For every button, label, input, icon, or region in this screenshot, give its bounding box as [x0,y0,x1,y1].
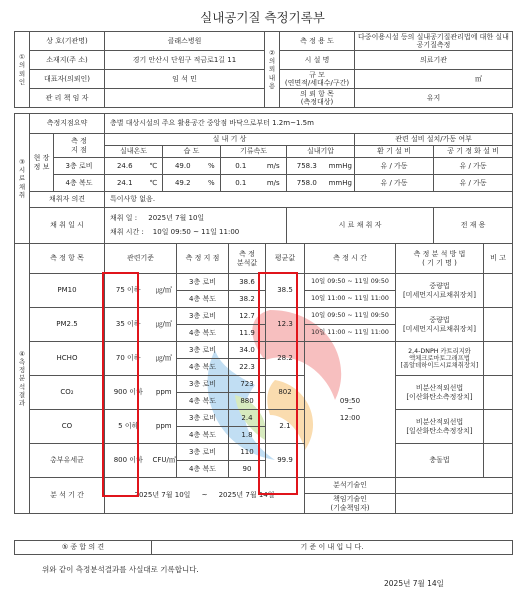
item-std: 70 이하 [105,342,152,376]
section-5-value: 기 준 이 내 입 니 다. [152,541,513,555]
item-unit: ㎍/㎥ [152,308,177,342]
manager-value [105,89,265,108]
section-4-label: ④ 측 정 분 석 결 과 [15,244,30,514]
temp-label: 실내온도 [105,146,163,158]
footer-date: 2025년 7월 14일 [384,579,444,588]
item-name: CO₂ [30,376,105,410]
weather-row: 3층 로비 24.6 ℃ 49.0 % 0.1 m/s 758.3 mmHg 유 / 가동 유 / 가동 [15,158,513,175]
item-avg: 28.2 [266,342,305,376]
item-name: PM10 [30,274,105,308]
footer-statement: 위와 같이 측정분석결과를 사실대로 기록합니다. [42,565,199,574]
results-table: ④ 측 정 분 석 결 과 측 정 항 목 관련기준 측 정 지 점 측 정 분석값 평균값 측 정 시 간 측 정 분 석 방 법 ( 기 기 명 ) 비 고 PM10 75 이하 ㎍/㎥ 3층 로비 38.6 38.5 10일 09:50 ~ 11일 09:50 중량법 [미세먼지시료채취장치] 4층 복도 38.2 10일 11:00 ~ 11일 11:00 PM2.5 35 이하 ㎍/㎥ 3층 로비 12.7 12.3 10일 09:50 ~ 11일 09:50 중량법 [미세먼지시료채취장치] 4층 복도 11.9 10일 11:00 ~ 11일 11:00 HCHO 70 이하 ㎍/㎥ 3층 로비 34.0 28.2 09:50 ~ 12:00 2,4-DNPH 카트리지와 액체크로마토그래프법 [폼알데하이드시료채취장치] 4층 복도 22.3 CO₂ 900 이하 ppm 3층 로비 723 802 비분산적외선법 [이산화탄소측정장치] 4층 복도 880 CO 5 이하 ppm 3층 로비 2.4 2.1 비분산적외선법 [일산화탄소측정장치] 4층 복도 1.8 총부유세균 800 이하 CFU/㎥ 3층 로비 110 99.9 충돌법 4층 복도 90 분 석 기 간 2025년 7월 10일 ~ 2025년 7월 14일 분석기술인 책임기술인 (기술책임자) [14,243,513,514]
h-avg: 평균값 [266,244,305,274]
collector-value: 전 재 용 [434,208,513,244]
item-name: HCHO [30,342,105,376]
item-name: PM2.5 [30,308,105,342]
h-std: 관련기준 [105,244,177,274]
h-item: 측 정 항 목 [30,244,105,274]
summary-opinion-table [14,540,513,555]
summary-label: 측정지점요약 [30,114,105,134]
rep-label: 대표자(의뢰인) [30,70,105,89]
press-label: 실내기압 [287,146,355,158]
item-std: 5 이하 [105,410,152,444]
item-unit: ㎍/㎥ [152,342,177,376]
company-value: 클래스병원 [105,32,265,51]
item-name: 총부유세균 [30,444,105,478]
rep-value: 임 석 민 [105,70,265,89]
item-unit: CFU/㎥ [152,444,177,478]
item-avg: 99.9 [266,444,305,478]
vent-label: 환 기 설 비 [355,146,434,158]
item-value: 유지 [355,89,513,108]
opinion-value: 특이사항 없음. [105,192,513,208]
shared-time: 09:50 ~ 12:00 [305,342,396,478]
page-title: 실내공기질 측정기록부 [200,10,325,25]
summary-value: 층별 대상시설의 주요 활용공간 중앙점 바닥으로부터 1.2m~1.5m [105,114,513,134]
hum-label: 습 도 [163,146,221,158]
address-label: 소재지(주 소) [30,51,105,70]
purpose-label: 측 정 용 도 [280,32,355,51]
facility-value: 의료기관 [355,51,513,70]
average-highlight-box [258,272,298,495]
address-value: 경기 안산시 단원구 적금로1길 11 [105,51,265,70]
manager-label: 관 리 책 임 자 [30,89,105,108]
purifier-label: 공 기 정 화 설 비 [434,146,513,158]
sampling-table [14,113,513,244]
date-value: 채취 일 : 2025년 7월 10일 채취 시간 : 10일 09:50 ~ 11일 11:00 [105,208,287,244]
opinion-label: 채취자 의견 [30,192,105,208]
h-value: 측 정 분석값 [229,244,266,274]
scale-label: 규 모 (연면적/세대수/구간) [280,70,355,89]
resp-label: 책임기술인 (기술책임자) [305,494,396,514]
flow-label: 기류속도 [221,146,287,158]
h-time: 측 정 시 간 [305,244,396,274]
item-avg: 12.3 [266,308,305,342]
item-avg: 802 [266,376,305,410]
equip-label: 관련 설비 설치/가동 여부 [355,134,513,146]
h-method: 측 정 분 석 방 법 ( 기 기 명 ) [396,244,484,274]
facility-label: 시 설 명 [280,51,355,70]
weather-row: 4층 복도 24.1 ℃ 49.2 % 0.1 m/s 758.0 mmHg 유 / 가동 유 / 가동 [15,175,513,192]
item-std: 75 이하 [105,274,152,308]
item-std: 900 이하 [105,376,152,410]
standard-highlight-box [102,272,139,497]
purpose-value: 다중이용시설 등의 실내공기질관리법에 대한 실내공기질측정 [355,32,513,51]
item-unit: ppm [152,410,177,444]
item-std: 35 이하 [105,308,152,342]
item-std: 800 이하 [105,444,152,478]
period-value: 2025년 7월 10일 ~ 2025년 7월 14일 [105,478,305,514]
period-label: 분 석 기 간 [30,478,105,514]
indoor-label: 실 내 기 상 [105,134,355,146]
item-avg: 2.1 [266,410,305,444]
section-1-label: ① 의 뢰 인 [15,32,30,108]
point-label: 측 정 지 점 [54,134,105,158]
section-2-label: ② 의 뢰 내 용 [265,32,280,108]
company-label: 상 호(기관명) [30,32,105,51]
h-note: 비 고 [484,244,513,274]
site-label: 현 장 정 보 [30,134,54,192]
analyst-label: 분석기술인 [305,478,396,494]
item-unit: ppm [152,376,177,410]
item-unit: ㎍/㎥ [152,274,177,308]
section-3-label: ③ 시 료 채 취 [15,114,30,244]
date-label: 채 취 일 시 [30,208,105,244]
item-label: 의 뢰 항 목 (측정대상) [280,89,355,108]
item-avg: 38.5 [266,274,305,308]
requester-table [14,31,513,108]
scale-value: ㎡ [355,70,513,89]
h-point: 측 정 지 점 [177,244,229,274]
collector-label: 시 료 채 취 자 [287,208,434,244]
item-name: CO [30,410,105,444]
section-5-label: ⑤ 종 합 의 견 [15,541,152,555]
